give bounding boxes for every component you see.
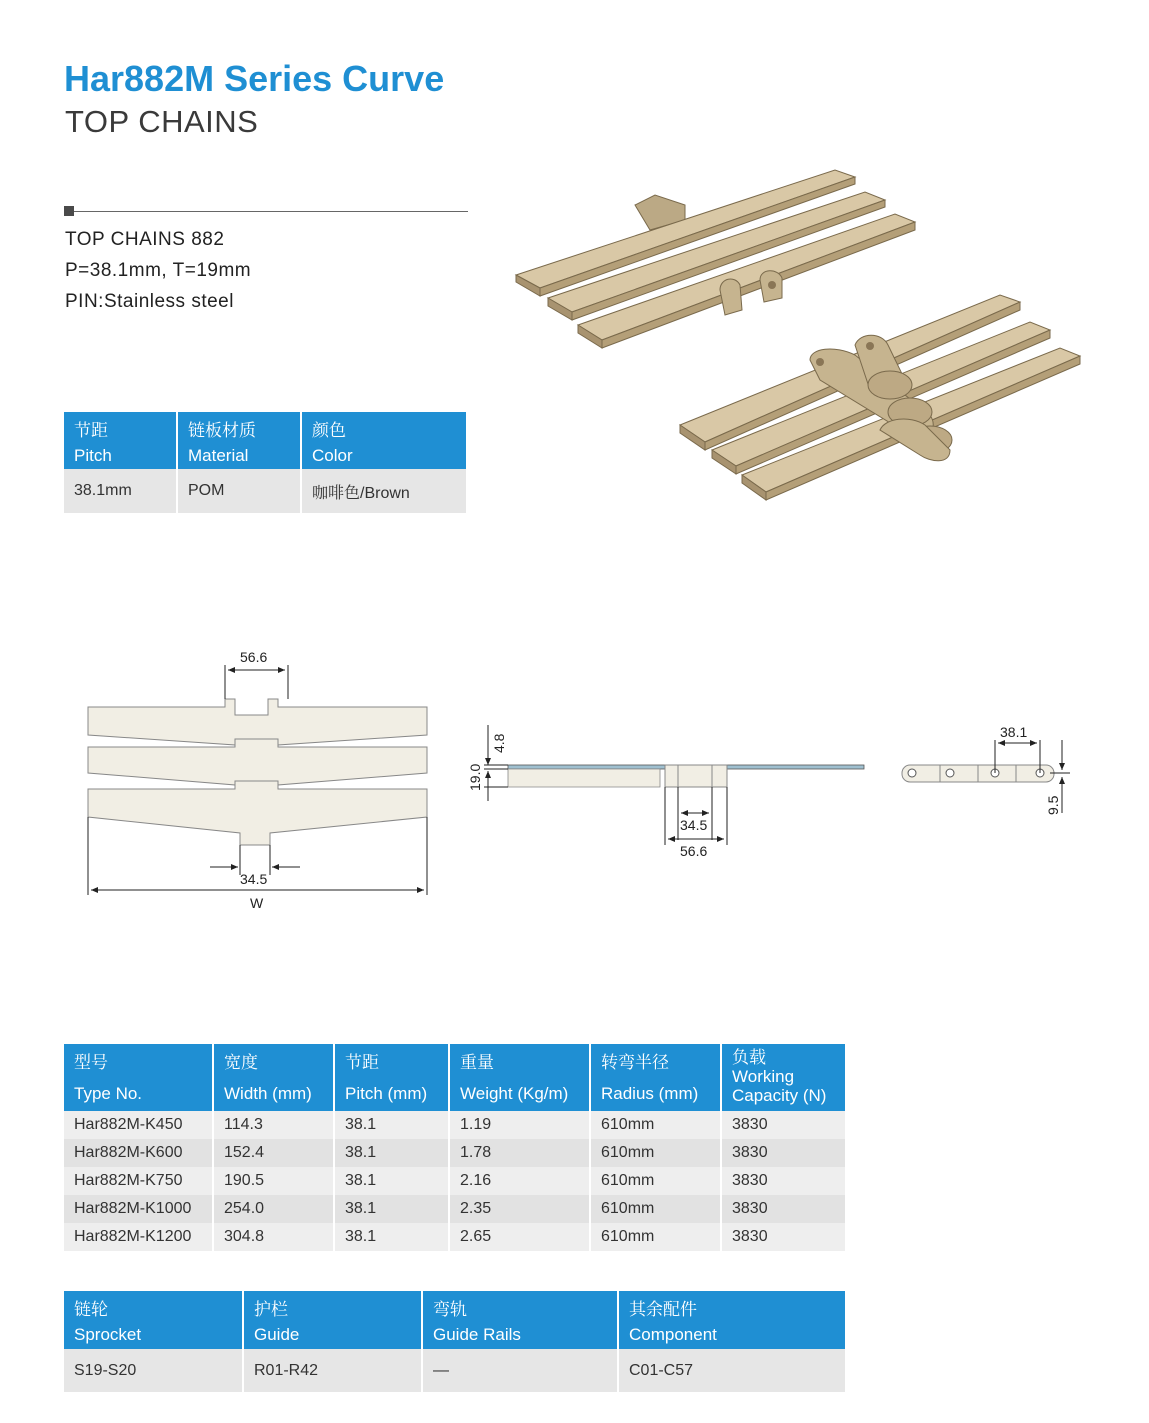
cell-width: 304.8 (213, 1223, 334, 1251)
dim-side-outer: 56.6 (680, 843, 708, 859)
header-pitch: 节距 Pitch (64, 412, 177, 469)
dim-thickness: 19.0 (467, 763, 483, 791)
cell-type: Har882M-K600 (64, 1139, 213, 1167)
cell-pitch: 38.1 (334, 1223, 449, 1251)
bullet-square-icon (64, 206, 74, 216)
cell-type: Har882M-K750 (64, 1167, 213, 1195)
header-type-no: 型号 Type No. (64, 1044, 213, 1111)
cell-pitch: 38.1 (334, 1167, 449, 1195)
dim-top-width: 56.6 (240, 649, 268, 665)
header-sprocket: 链轮 Sprocket (64, 1291, 243, 1349)
table-row (64, 1223, 845, 1251)
cell-guide-rails: — (422, 1349, 618, 1392)
header-material: 链板材质 Material (177, 412, 301, 469)
cell-capacity: 3830 (721, 1111, 845, 1139)
dim-pin-height: 9.5 (1045, 795, 1061, 815)
chain-illustration (510, 150, 1100, 520)
header-capacity: 负载 Working Capacity (N) (721, 1044, 845, 1111)
cell-radius: 610mm (590, 1223, 721, 1251)
table-row (64, 1349, 845, 1392)
cell-radius: 610mm (590, 1111, 721, 1139)
cell-pitch: 38.1 (334, 1139, 449, 1167)
cell-weight: 2.35 (449, 1195, 590, 1223)
header-radius: 转弯半径 Radius (mm) (590, 1044, 721, 1111)
cell-pitch: 38.1 (334, 1195, 449, 1223)
table-row (64, 1195, 845, 1223)
material-table (64, 412, 466, 513)
table-row (64, 1167, 845, 1195)
cell-capacity: 3830 (721, 1139, 845, 1167)
top-view-drawing (80, 645, 440, 915)
table-row (64, 469, 466, 513)
section-divider (64, 206, 468, 216)
divider-line (74, 211, 468, 212)
cell-radius: 610mm (590, 1195, 721, 1223)
cell-weight: 2.65 (449, 1223, 590, 1251)
spec-pin: PIN:Stainless steel (65, 291, 234, 312)
cell-type: Har882M-K1000 (64, 1195, 213, 1223)
cell-radius: 610mm (590, 1139, 721, 1167)
dim-side-inner: 34.5 (680, 817, 708, 833)
dim-pitch: 38.1 (1000, 724, 1028, 740)
cell-capacity: 3830 (721, 1223, 845, 1251)
header-width: 宽度 Width (mm) (213, 1044, 334, 1111)
lower-chain-module (680, 295, 1080, 500)
header-weight: 重量 Weight (Kg/m) (449, 1044, 590, 1111)
dim-overall-width: W (250, 895, 264, 911)
cell-weight: 1.78 (449, 1139, 590, 1167)
cell-weight: 1.19 (449, 1111, 590, 1139)
table-row (64, 1139, 845, 1167)
cell-pitch: 38.1 (334, 1111, 449, 1139)
cell-material: POM (177, 469, 301, 513)
accessory-table (64, 1291, 845, 1392)
cell-component: C01-C57 (618, 1349, 845, 1392)
cell-sprocket: S19-S20 (64, 1349, 243, 1392)
dim-thickness-top: 4.8 (491, 733, 507, 753)
header-component: 其余配件 Component (618, 1291, 845, 1349)
cell-type: Har882M-K1200 (64, 1223, 213, 1251)
cell-color: 咖啡色/Brown (301, 469, 466, 513)
header-guide-rails: 弯轨 Guide Rails (422, 1291, 618, 1349)
cell-type: Har882M-K450 (64, 1111, 213, 1139)
spec-model: TOP CHAINS 882 (65, 229, 225, 250)
cell-pitch: 38.1mm (64, 469, 177, 513)
cell-guide: R01-R42 (243, 1349, 422, 1392)
page-title: Har882M Series Curve (64, 58, 445, 99)
cell-capacity: 3830 (721, 1195, 845, 1223)
spec-pitch-thickness: P=38.1mm, T=19mm (65, 260, 252, 281)
cell-width: 152.4 (213, 1139, 334, 1167)
header-color: 颜色 Color (301, 412, 466, 469)
header-pitch-mm: 节距 Pitch (mm) (334, 1044, 449, 1111)
side-view-drawing (460, 715, 880, 865)
header-guide: 护栏 Guide (243, 1291, 422, 1349)
dim-bottom-width: 34.5 (240, 871, 268, 887)
cell-capacity: 3830 (721, 1167, 845, 1195)
cell-weight: 2.16 (449, 1167, 590, 1195)
cell-width: 114.3 (213, 1111, 334, 1139)
cell-width: 254.0 (213, 1195, 334, 1223)
page-subtitle: TOP CHAINS (65, 104, 259, 139)
upper-chain-module (516, 170, 915, 348)
cell-radius: 610mm (590, 1167, 721, 1195)
table-row (64, 1111, 845, 1139)
link-view-drawing (890, 715, 1080, 825)
type-table (64, 1044, 845, 1251)
cell-width: 190.5 (213, 1167, 334, 1195)
